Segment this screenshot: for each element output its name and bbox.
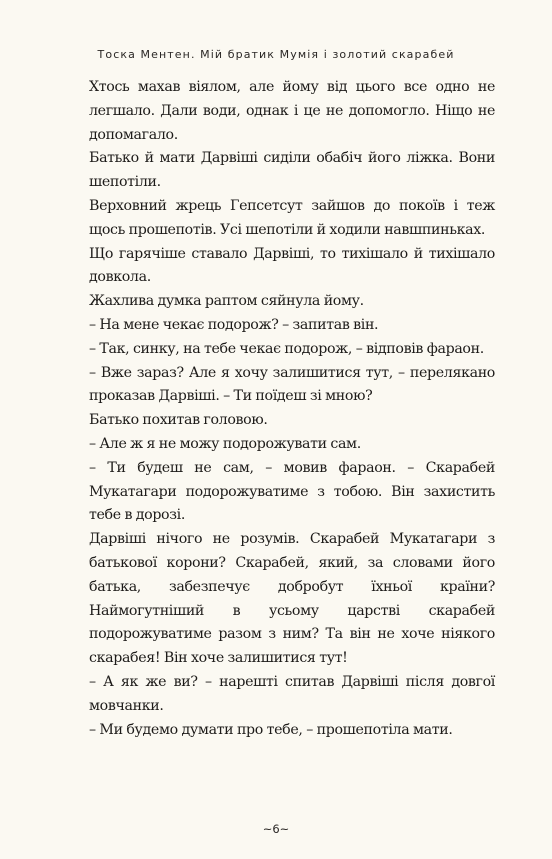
paragraph: Батько похитав головою. xyxy=(89,412,268,429)
paragraph: Що гарячіше ставало Дарвіші, то тихішало й тихішало довкола. xyxy=(89,245,495,286)
paragraph: – На мене чекає подорож? – запитав він. xyxy=(89,316,379,333)
paragraph: Дарвіші нічого не розумів. Скарабей Мукатагари з батькової корони? Скарабей, який, за словами його батька, забезпечує добробут їхньої країни? Наймогутніший в усьому царстві скарабей подорожуватиме разом з ним? Та він не хоче ніякого скарабея! Він хоче залишитися тут! xyxy=(89,531,495,667)
paragraph: – Вже зараз? Але я хочу залишитися тут, – перелякано проказав Дарвіші. – Ти поїдеш зі мною? xyxy=(89,364,495,405)
body-text xyxy=(89,76,495,742)
paragraph: – Ми будемо думати про тебе, – прошепотіла мати. xyxy=(89,721,453,738)
paragraph: Хтось махав віялом, але йому від цього все одно не легшало. Дали води, однак і це не допомогло. Ніщо не допомагало. xyxy=(89,79,495,143)
paragraph: – А як же ви? – нарешті спитав Дарвіші після довгої мовчанки. xyxy=(89,673,495,714)
paragraph: Батько й мати Дарвіші сиділи обабіч його ліжка. Вони шепотіли. xyxy=(89,150,495,191)
page-number: ~6~ xyxy=(262,822,290,836)
paragraph: – Ти будеш не сам, – мовив фараон. – Скарабей Мукатагари подорожуватиме з тобою. Він захистить тебе в дорозі. xyxy=(89,459,495,524)
paragraph: – Але ж я не можу подорожувати сам. xyxy=(89,435,361,452)
paragraph: – Так, синку, на тебе чекає подорож, – відповів фараон. xyxy=(89,340,484,357)
paragraph: Жахлива думка раптом сяйнула йому. xyxy=(89,293,364,310)
paragraph: Верховний жрець Гепсетсут зайшов до покоїв і теж щось прошепотів. Усі шепотіли й ходили навшпиньках. xyxy=(89,197,495,238)
running-head: Тоска Ментен. Мій братик Мумія і золотий скарабей xyxy=(97,48,455,61)
